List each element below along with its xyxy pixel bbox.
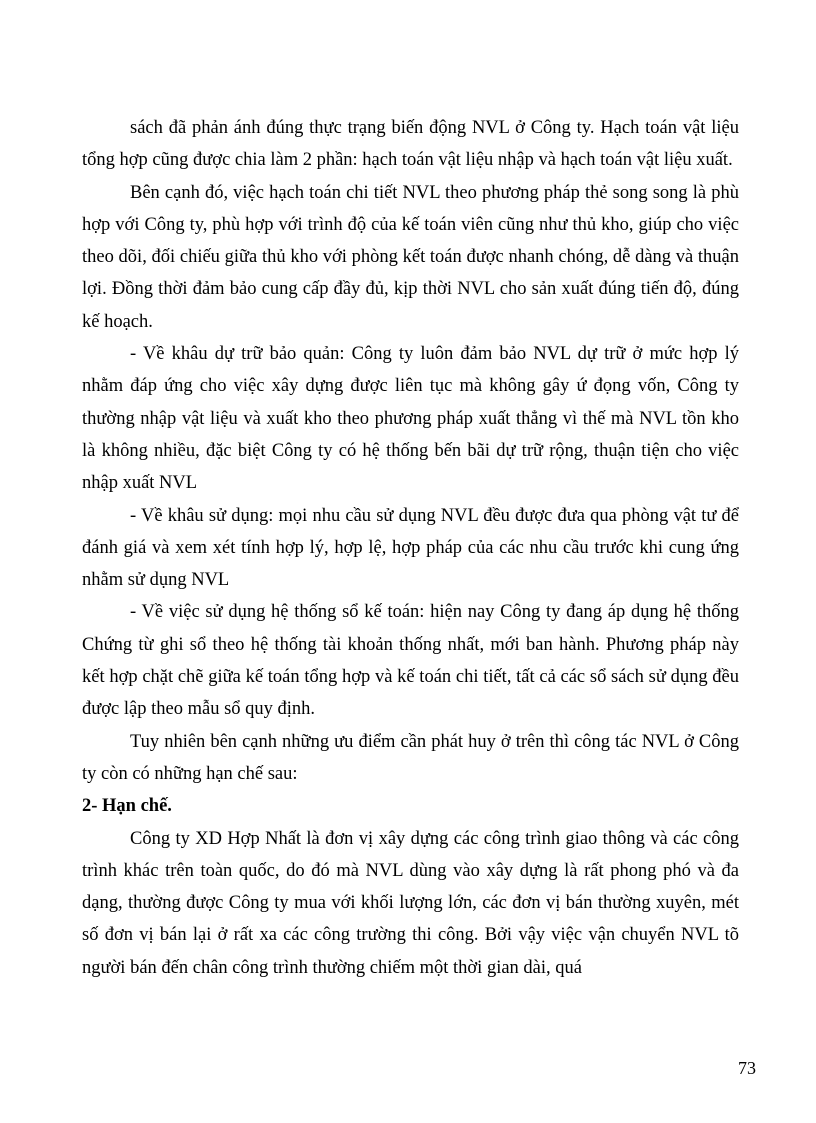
page-body — [82, 112, 739, 984]
paragraph-continuation: sách đã phản ánh đúng thực trạng biến động NVL ở Công ty. Hạch toán vật liệu tổng hợp cũng được chia làm 2 phần: hạch toán vật liệu nhập và hạch toán vật liệu xuất. — [82, 118, 739, 171]
section-heading: 2- Hạn chế. — [82, 796, 172, 817]
paragraph-detailed-accounting: Bên cạnh đó, việc hạch toán chi tiết NVL theo phương pháp thẻ song song là phù hợp với Công ty, phù hợp với trình độ của kế toán viên cũng như thủ kho, giúp cho việc theo dõi, đối chiếu giữa thủ kho với phòng kết toán được nhanh chóng, dễ dàng và thuận lợi. Đồng thời đảm bảo cung cấp đầy đủ, kịp thời NVL cho sản xuất đúng tiến độ, đúng kế hoạch. — [82, 182, 739, 332]
paragraph-limitations-intro: Tuy nhiên bên cạnh những ưu điểm cần phát huy ở trên thì công tác NVL ở Công ty còn có những hạn chế sau: — [82, 731, 739, 784]
paragraph-storage-reserve: - Về khâu dự trữ bảo quản: Công ty luôn đảm bảo NVL dự trữ ở mức hợp lý nhằm đáp ứng cho việc xây dựng được liên tục mà không gây ứ đọng vốn, Công ty thường nhập vật liệu và xuất kho theo phương pháp xuất thẳng vì thế mà NVL tồn kho là không nhiều, đặc biệt Công ty có hệ thống bến bãi dự trữ rộng, thuận tiện cho việc nhập xuất NVL — [82, 344, 739, 494]
paragraph-limitations-detail: Công ty XD Hợp Nhất là đơn vị xây dựng các công trình giao thông và các công trình khác trên toàn quốc, do đó mà NVL dùng vào xây dựng là rất phong phó và đa dạng, thường được Công ty mua với khối lượng lớn, các đơn vị bán thường xuyên, mét số đơn vị bán lại ở rất xa các công trường thi công. Bởi vậy việc vận chuyển NVL tõ người bán đến chân công trình thường chiếm một thời gian dài, quá — [82, 828, 739, 978]
page-number: 73 — [738, 1058, 756, 1078]
paragraph-usage: - Về khâu sử dụng: mọi nhu cầu sử dụng NVL đều được đưa qua phòng vật tư để đánh giá và xem xét tính hợp lý, hợp lệ, hợp pháp của các nhu cầu trước khi cung ứng nhằm sử dụng NVL — [82, 505, 739, 591]
paragraph-accounting-books: - Về việc sử dụng hệ thống sổ kế toán: hiện nay Công ty đang áp dụng hệ thống Chứng từ ghi sổ theo hệ thống tài khoản thống nhất, mới ban hành. Phương pháp này kết hợp chặt chẽ giữa kế toán tổng hợp và kế toán chi tiết, tất cả các sổ sách sử dụng đều được lập theo mẫu sổ quy định. — [82, 602, 739, 720]
